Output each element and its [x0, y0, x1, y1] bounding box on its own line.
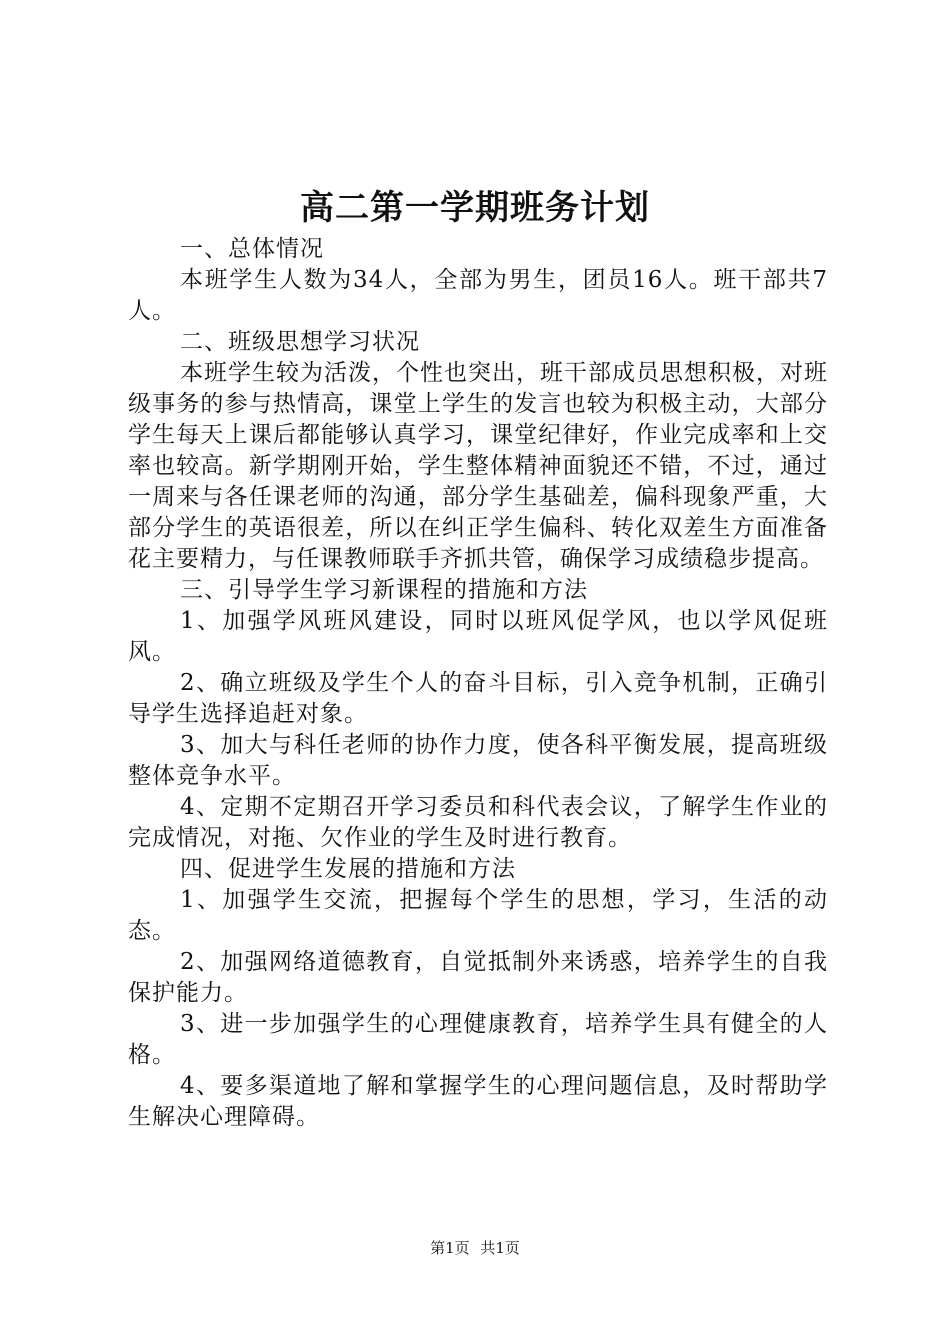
list-item: 4、定期不定期召开学习委员和科代表会议，了解学生作业的完成情况，对拖、欠作业的学生及时进行教育。 [128, 794, 828, 851]
page-number: 第1页 [430, 1239, 470, 1257]
paragraph-overall: 本班学生人数为34人，全部为男生，团员16人。班干部共7人。 [128, 267, 828, 324]
list-item: 2、确立班级及学生个人的奋斗目标，引入竞争机制，正确引导学生选择追赶对象。 [128, 670, 828, 727]
list-item: 2、加强网络道德教育，自觉抵制外来诱惑，培养学生的自我保护能力。 [128, 949, 828, 1006]
section-heading-study-status: 二、班级思想学习状况 [180, 329, 420, 355]
section-heading-overall: 一、总体情况 [180, 236, 324, 262]
list-item: 1、加强学生交流，把握每个学生的思想，学习，生活的动态。 [128, 887, 828, 944]
list-item: 3、进一步加强学生的心理健康教育，培养学生具有健全的人格。 [128, 1011, 828, 1068]
document-title: 高二第一学期班务计划 [300, 188, 650, 228]
section-heading-course-measures: 三、引导学生学习新课程的措施和方法 [180, 577, 588, 603]
page-total: 共1页 [480, 1239, 520, 1257]
list-item: 1、加强学风班风建设，同时以班风促学风，也以学风促班风。 [128, 608, 828, 665]
list-item: 3、加大与科任老师的协作力度，使各科平衡发展，提高班级整体竞争水平。 [128, 732, 828, 789]
list-item: 4、要多渠道地了解和掌握学生的心理问题信息，及时帮助学生解决心理障碍。 [128, 1073, 828, 1130]
document-body [128, 234, 828, 1133]
page-footer [0, 1238, 950, 1258]
section-heading-development-measures: 四、促进学生发展的措施和方法 [180, 856, 516, 882]
paragraph-study-status: 本班学生较为活泼，个性也突出，班干部成员思想积极，对班级事务的参与热情高，课堂上学生的发言也较为积极主动，大部分学生每天上课后都能够认真学习，课堂纪律好，作业完成率和上交率也较高。新学期刚开始，学生整体精神面貌还不错，不过，通过一周来与各任课老师的沟通，部分学生基础差，偏科现象严重，大部分学生的英语很差，所以在纠正学生偏科、转化双差生方面准备花主要精力，与任课教师联手齐抓共管，确保学习成绩稳步提高。 [128, 360, 828, 572]
